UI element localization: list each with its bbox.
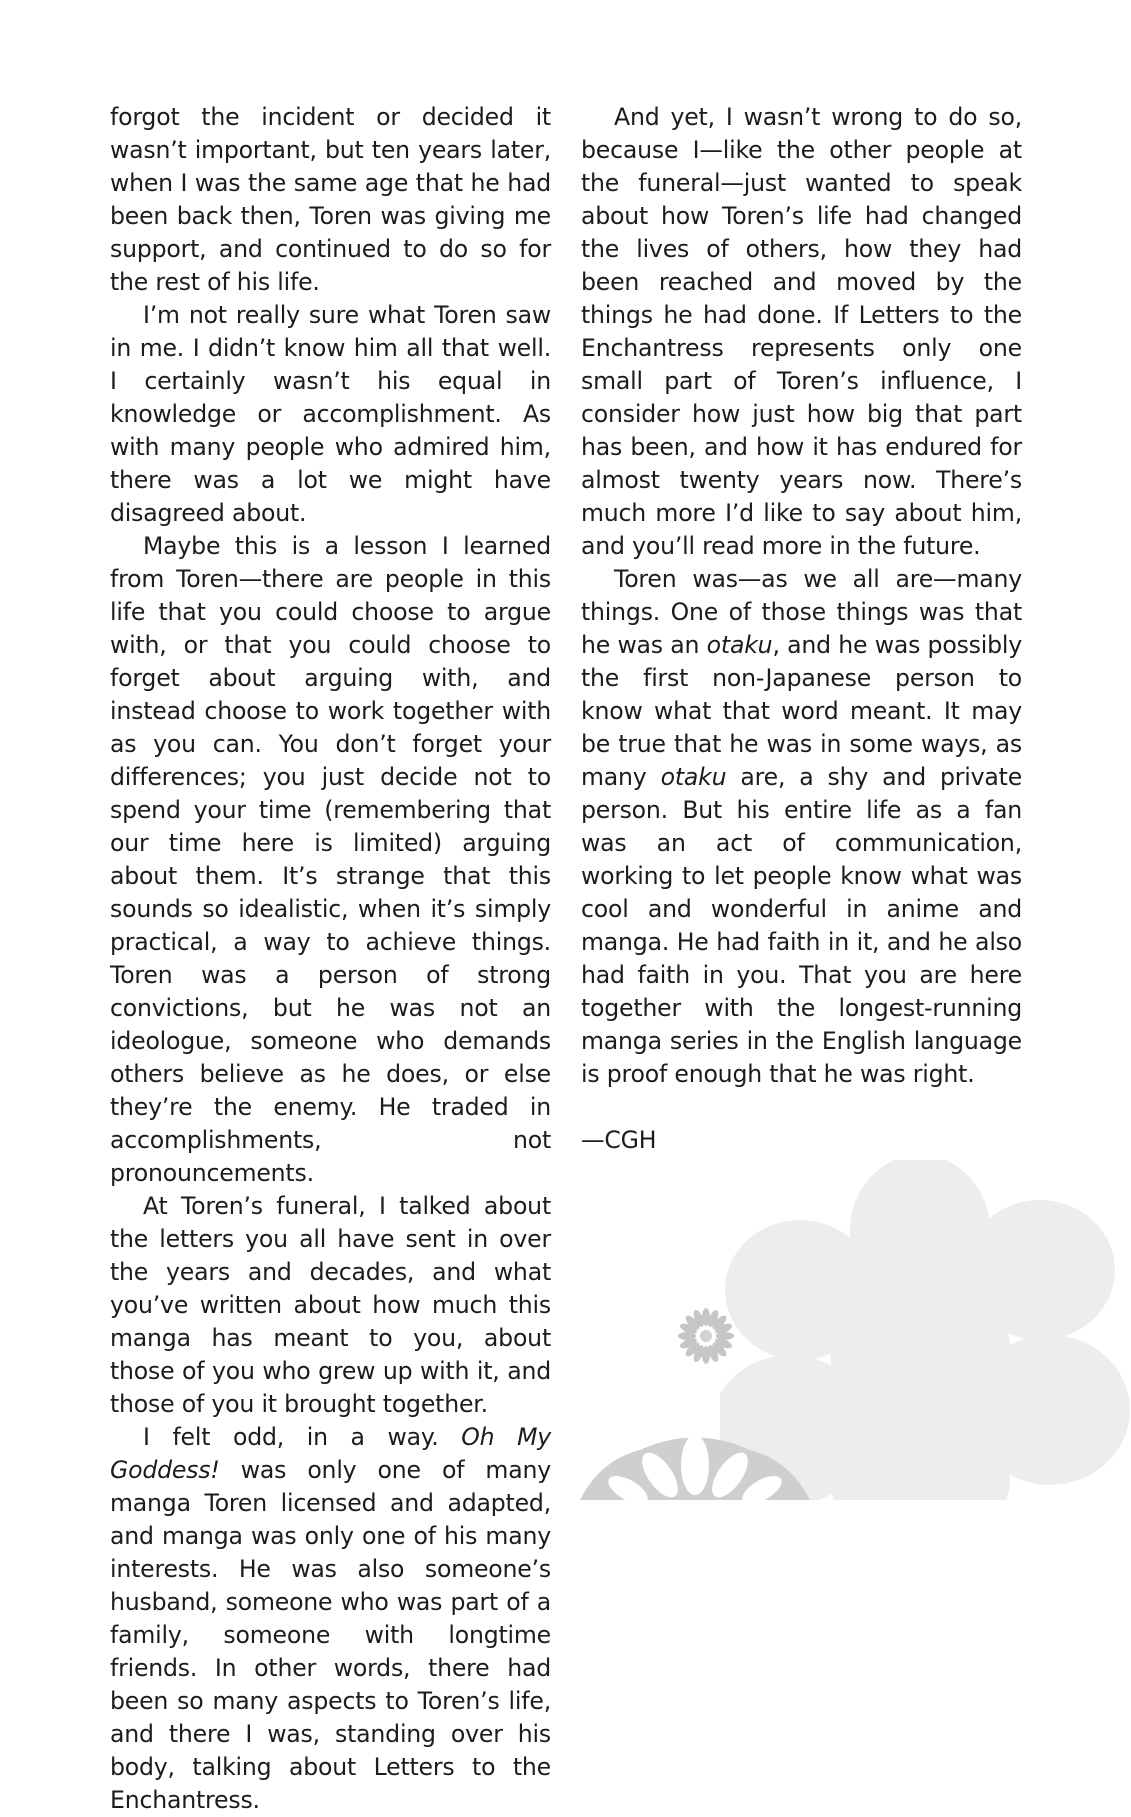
left-paragraph-2: I’m not really sure what Toren saw in me. I didn’t know him all that well. I certainly wasn’t his equal in knowledge or accomplishment. As with many people who admired him, there was a lot we might have disagreed about. <box>110 301 551 527</box>
right-column <box>581 101 1022 1157</box>
large-flower-icon <box>720 1160 1131 1500</box>
right-paragraph-2-middle: , and he was possibly the first non-Japanese person to know what that word meant. It may be true that he was in some ways, as many <box>581 631 1022 791</box>
signature: —CGH <box>581 1126 657 1154</box>
right-paragraph-1: And yet, I wasn’t wrong to do so, because I—like the other people at the funeral—just wanted to speak about how Toren’s life had changed the lives of others, how they had been reached and moved by the things he had done. If Letters to the Enchantress represents only one small part of Toren’s influence, I consider how just how big that part has been, and how it has endured for almost twenty years now. There’s much more I’d like to say about him, and you’ll read more in the future. <box>581 103 1022 560</box>
right-paragraph-2-end: are, a shy and private person. But his entire life as a fan was an act of communication, working to let people know what was cool and wonderful in anime and manga. He had faith in it, and he also had faith in you. That you are here together with the longest-running manga series in the English language is proof enough that he was right. <box>581 763 1023 1088</box>
otaku-term: otaku <box>706 631 773 659</box>
book-title: Oh My Goddess! <box>110 1423 551 1484</box>
right-paragraph-2 <box>581 563 1022 1091</box>
small-flower-icon <box>676 1306 736 1366</box>
otaku-term: otaku <box>660 763 727 791</box>
right-paragraph-2-start: Toren was—as we all are—many things. One of those things was that he was an <box>581 565 1022 659</box>
left-paragraph-1: forgot the incident or decided it wasn’t important, but ten years later, when I was the same age that he had been back then, Toren was giving me support, and continued to do so for the rest of his life. <box>110 103 551 296</box>
left-column <box>110 101 551 1817</box>
bottom-flower-icon <box>580 1420 810 1500</box>
left-paragraph-3: Maybe this is a lesson I learned from Toren—there are people in this life that you could choose to argue with, or that you could choose to forget about arguing with, and instead choose to work together with as you can. You don’t forget your differences; you just decide not to spend your time (remembering that our time here is limited) arguing about them. It’s strange that this sounds so idealistic, when it’s simply practical, a way to achieve things. Toren was a person of strong convictions, but he was not an ideologue, someone who demands others believe as he does, or else they’re the enemy. He traded in accomplishments, not pronouncements. <box>110 532 551 1187</box>
left-paragraph-4: At Toren’s funeral, I talked about the letters you all have sent in over the years and decades, and what you’ve written about how much this manga has meant to you, about those of you who grew up with it, and those of you it brought together. <box>110 1192 551 1418</box>
left-paragraph-5-start: I felt odd, in a way. <box>143 1423 462 1451</box>
left-paragraph-5-rest: was only one of many manga Toren licensed and adapted, and manga was only one of his many interests. He was also someone’s husband, someone who was part of a family, someone with longtime friends. In other words, there had been so many aspects to Toren’s life, and there I was, standing over his body, talking about Letters to the Enchantress. <box>110 1456 551 1814</box>
left-paragraph-5 <box>110 1421 551 1817</box>
